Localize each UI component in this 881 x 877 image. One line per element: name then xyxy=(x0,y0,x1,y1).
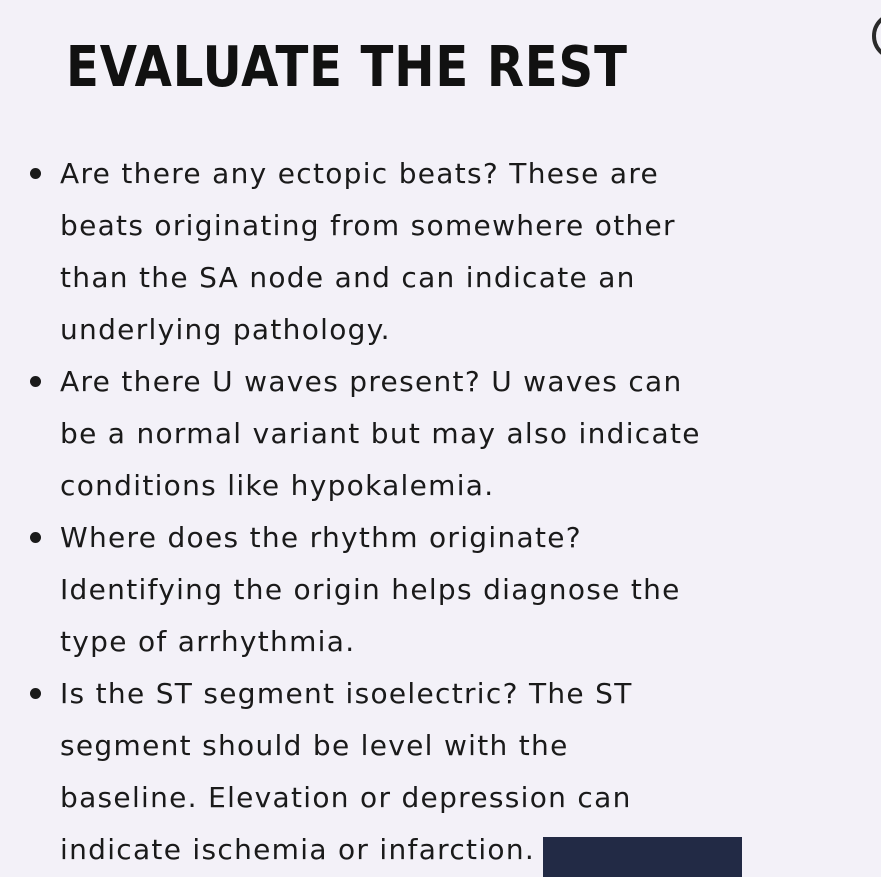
bullet-text: Where does the rhythm originate? Identifying the origin helps diagnose the type of arrhythmia. xyxy=(60,521,681,658)
corner-circle-decoration xyxy=(872,12,881,60)
bullet-item-ectopic-beats xyxy=(28,148,708,356)
navy-accent-block xyxy=(543,837,742,877)
bullet-dot-icon xyxy=(30,168,41,179)
bullet-text: Are there U waves present? U waves can be a normal variant but may also indicate conditions like hypokalemia. xyxy=(60,365,701,502)
bullet-text: Are there any ectopic beats? These are beats originating from somewhere other than the SA node and can indicate an underlying pathology. xyxy=(60,157,676,346)
bullet-dot-icon xyxy=(30,376,41,387)
bullet-text: Is the ST segment isoelectric? The ST segment should be level with the baseline. Elevation or depression can indicate ischemia or infarction. xyxy=(60,677,633,866)
bullet-dot-icon xyxy=(30,688,41,699)
bullet-item-u-waves xyxy=(28,356,708,512)
bullet-dot-icon xyxy=(30,532,41,543)
bullet-list xyxy=(28,148,708,876)
slide-title: EVALUATE THE REST xyxy=(66,35,628,100)
bullet-item-rhythm-origin xyxy=(28,512,708,668)
